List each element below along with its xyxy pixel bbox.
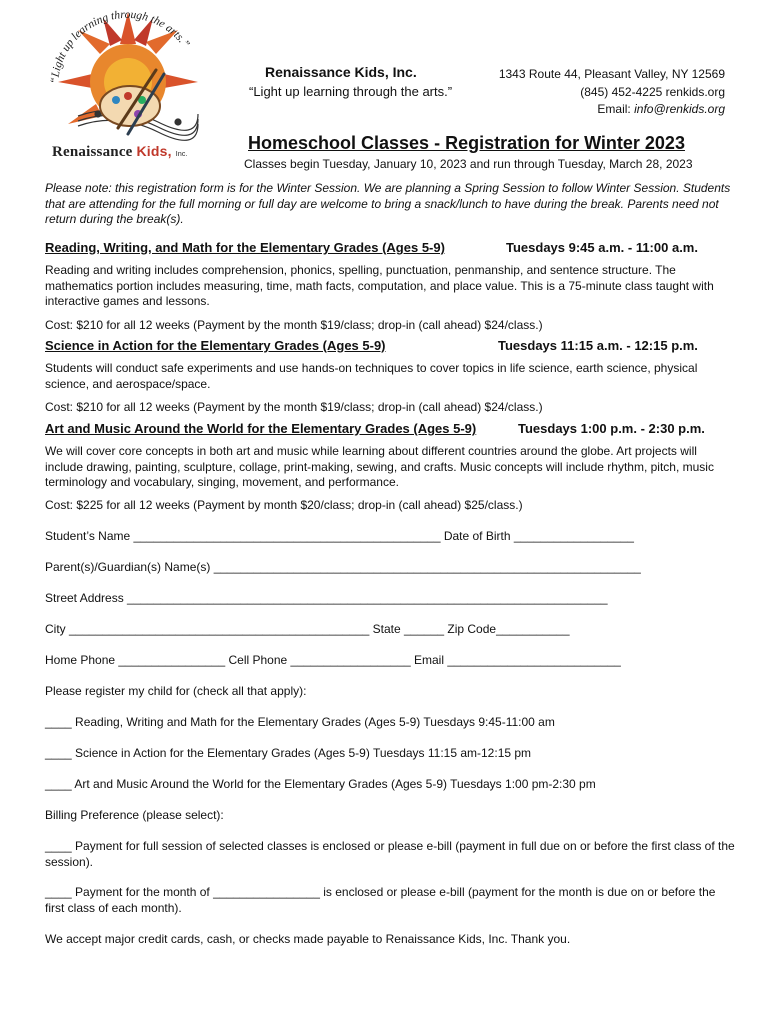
student-name-field[interactable]: Student’s Name ______________________________________________ Date of Birth __________________ (45, 529, 634, 543)
course-description: We will cover core concepts in both art and music while learning about different countries around the globe. Art projects will include drawing, painting, sculpture, collage, print-making, sewing, and crafts. Music concepts will include rhythm, pitch, music terminology and vocabulary, singing, movement, and performance. (45, 444, 714, 489)
logo-wordmark (52, 143, 188, 161)
course-title: Science in Action for the Elementary Grades (Ages 5-9) (45, 338, 386, 353)
session-dates: Classes begin Tuesday, January 10, 2023 and run through Tuesday, March 28, 2023 (244, 157, 693, 171)
address: 1343 Route 44, Pleasant Valley, NY 12569 (498, 67, 725, 81)
register-label: Please register my child for (check all that apply): (45, 684, 307, 698)
course-cost: Cost: $210 for all 12 weeks (Payment by the month $19/class; drop-in (call ahead) $24/class.) (45, 400, 543, 414)
email-line (597, 102, 725, 116)
course-time: Tuesdays 1:00 p.m. - 2:30 p.m. (518, 421, 705, 436)
renaissance-kids-logo (38, 4, 218, 166)
organization-slogan: “Light up learning through the arts.” (249, 84, 453, 99)
city-state-zip-field[interactable]: City _____________________________________________ State ______ Zip Code___________ (45, 622, 570, 636)
course-cost: Cost: $210 for all 12 weeks (Payment by the month $19/class; drop-in (call ahead) $24/class.) (45, 318, 543, 332)
palette-icon (100, 86, 160, 126)
phone-email-field[interactable]: Home Phone ________________ Cell Phone __________________ Email __________________________ (45, 653, 621, 667)
class-option-science[interactable]: ____ Science in Action for the Elementary Grades (Ages 5-9) Tuesdays 11:15 am-12:15 pm (45, 746, 532, 760)
closing-text: We accept major credit cards, cash, or checks made payable to Renaissance Kids, Inc. Thank you. (45, 932, 571, 946)
note-paragraph: Please note: this registration form is for the Winter Session. We are planning a Spring Session to follow Winter Session. Students that are attending for the full morning or full day are welcome to bring a snack/lunch to have during the break. Parents need not return during the break(s). (45, 181, 731, 226)
logo-name-inc: Inc. (175, 151, 188, 158)
billing-label: Billing Preference (please select): (45, 808, 224, 822)
svg-text:“Light up learning through the: “Light up learning through the arts.” (48, 8, 192, 85)
course-time: Tuesdays 11:15 a.m. - 12:15 p.m. (498, 338, 698, 353)
course-title: Reading, Writing, and Math for the Elementary Grades (Ages 5-9) (45, 240, 445, 255)
email-label: Email: (597, 102, 635, 116)
course-time: Tuesdays 9:45 a.m. - 11:00 a.m. (506, 240, 698, 255)
logo-name-main: Renaissance (52, 144, 133, 160)
organization-name: Renaissance Kids, Inc. (265, 64, 417, 80)
course-description: Students will conduct safe experiments and use hands-on techniques to cover topics in life science, earth science, physical science, and aerospace/space. (45, 361, 698, 391)
phone-website: (845) 452-4225 renkids.org (580, 85, 725, 99)
class-option-reading[interactable]: ____ Reading, Writing and Math for the Elementary Grades (Ages 5-9) Tuesdays 9:45-11:00 am (45, 715, 555, 729)
course-cost: Cost: $225 for all 12 weeks (Payment by month $20/class; drop-in (call ahead) $25/class.) (45, 498, 523, 512)
page-title: Homeschool Classes - Registration for Winter 2023 (248, 133, 685, 153)
billing-option-full-session[interactable]: ____ Payment for full session of selected classes is enclosed or please e-bill (payment in full due on or before the first class of the session). (45, 839, 735, 869)
class-option-art-music[interactable]: ____ Art and Music Around the World for the Elementary Grades (Ages 5-9) Tuesdays 1:00 pm-2:30 pm (45, 777, 596, 791)
email-link[interactable]: info@renkids.org (634, 102, 725, 116)
logo-name-kids: Kids, (136, 143, 172, 159)
course-title: Art and Music Around the World for the Elementary Grades (Ages 5-9) (45, 421, 477, 436)
course-description: Reading and writing includes comprehension, phonics, spelling, punctuation, penmanship, and sentence structure. The mathematics portion includes measuring, time, math facts, computation, and place value. This is a 75-minute class taught with interactive games and lessons. (45, 263, 714, 308)
parent-name-field[interactable]: Parent(s)/Guardian(s) Name(s) ________________________________________________________________ (45, 560, 641, 574)
street-address-field[interactable]: Street Address ________________________________________________________________________ (45, 591, 608, 605)
billing-option-monthly[interactable]: ____ Payment for the month of ________________ is enclosed or please e-bill (payment for the month is due on or before the first class of each month). (45, 885, 716, 915)
